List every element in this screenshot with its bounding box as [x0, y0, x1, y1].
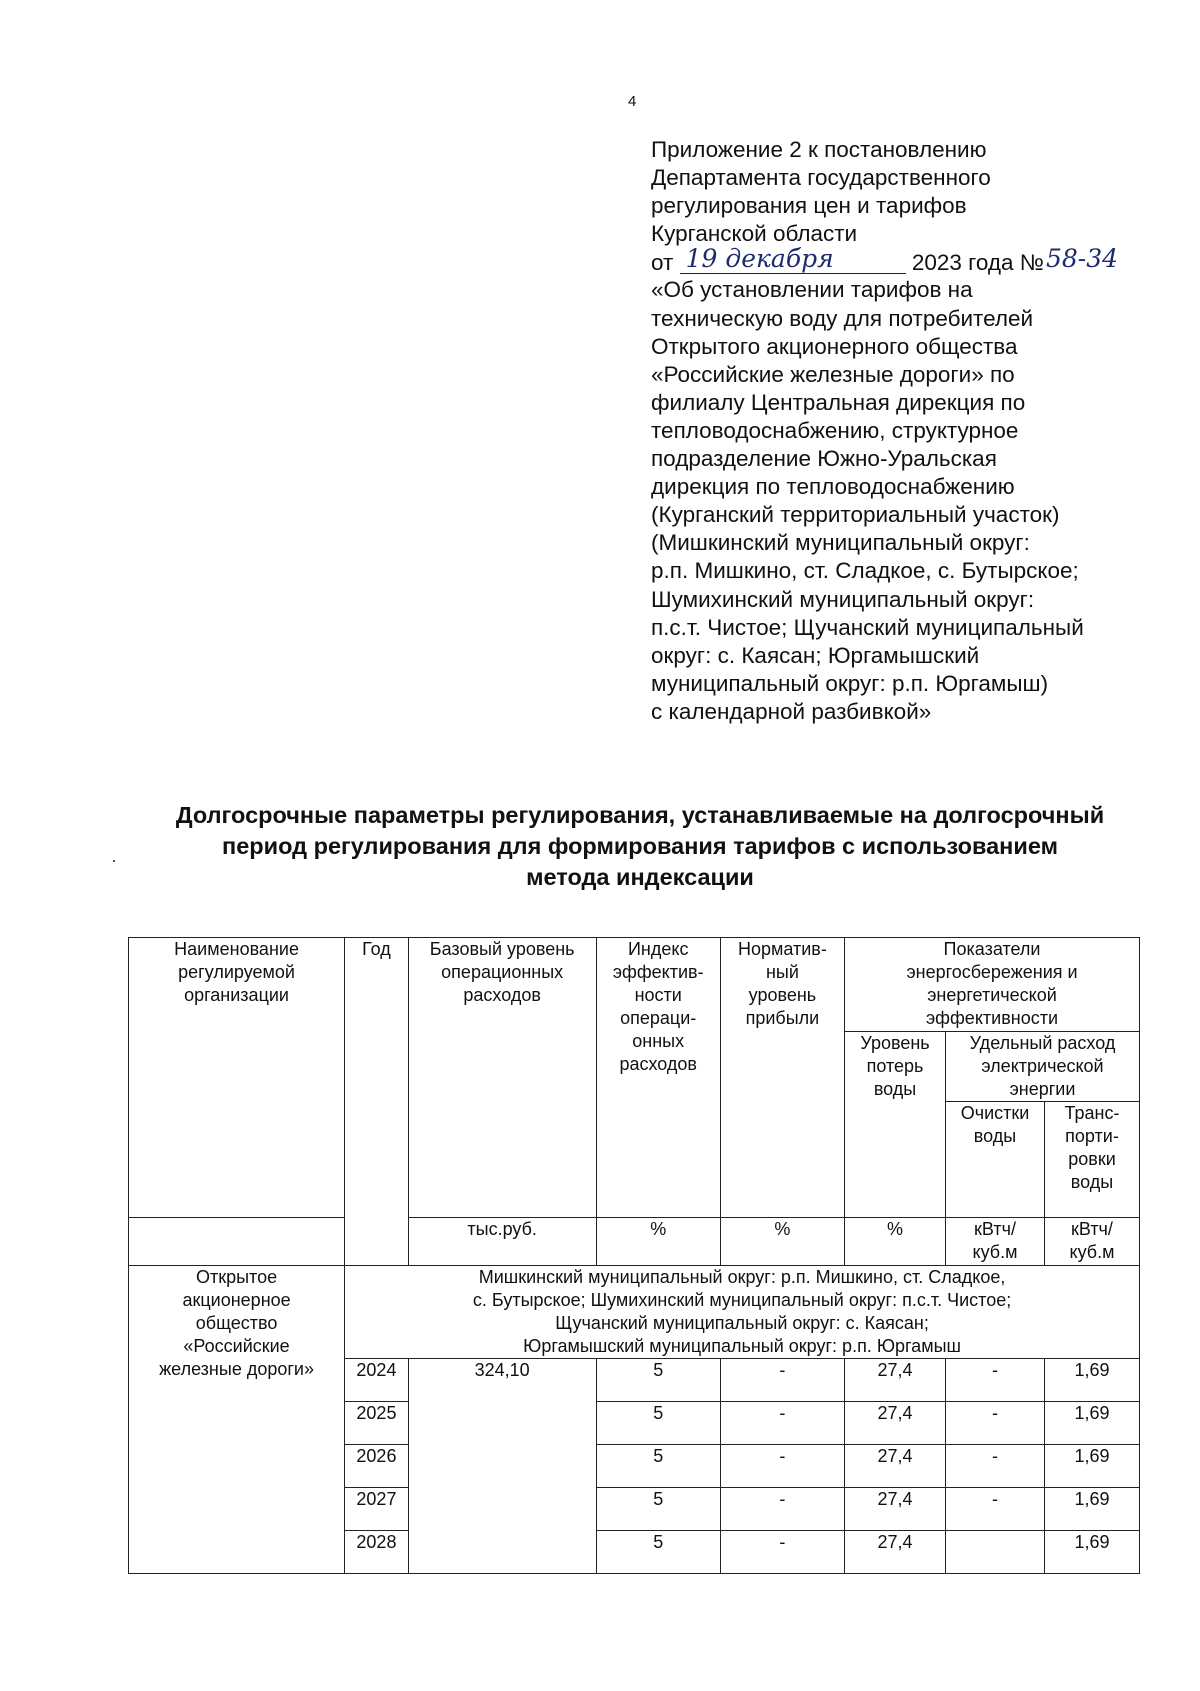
header-text: Очистки	[960, 1103, 1030, 1123]
header-text: энергетической	[927, 985, 1057, 1005]
header-text: расходов	[463, 985, 541, 1005]
unit-empty	[129, 1218, 345, 1266]
unit-index: %	[596, 1218, 720, 1266]
header-text: потерь	[866, 1056, 924, 1076]
cell-year: 2027	[345, 1488, 409, 1531]
territory-text: Мишкинский муниципальный округ: р.п. Мишкино, ст. Сладкое,	[478, 1267, 1006, 1287]
header-text: уровень	[748, 985, 817, 1005]
appendix-line: Приложение 2 к постановлению	[651, 137, 987, 162]
appendix-block	[651, 136, 1151, 726]
territory-cell	[345, 1266, 1140, 1359]
header-text: Индекс	[627, 939, 689, 959]
unit-losses: %	[845, 1218, 946, 1266]
handwritten-date: 19 декабря	[680, 245, 906, 274]
header-profit	[720, 938, 844, 1218]
appendix-date-line	[651, 244, 1151, 276]
appendix-title-line: Шумихинский муниципальный округ:	[651, 586, 1035, 612]
appendix-title-line: «Об установлении тарифов на	[651, 277, 973, 303]
territory-text: Щучанский муниципальный округ: с. Каясан;	[555, 1313, 929, 1333]
appendix-title-line: филиалу Центральная дирекция по	[651, 389, 1026, 415]
appendix-title-line: техническую воду для потребителей	[651, 305, 1034, 331]
org-text: общество	[195, 1313, 278, 1333]
title-line: метода индексации	[526, 864, 754, 890]
header-text: онных	[632, 1031, 685, 1051]
header-text: ровки	[1068, 1149, 1116, 1169]
header-text: Показатели	[943, 939, 1041, 959]
header-text: ный	[765, 962, 799, 982]
cell-losses: 27,4	[845, 1445, 946, 1488]
appendix-title-line: подразделение Южно-Уральская	[651, 446, 997, 472]
header-text: энергосбережения и	[906, 962, 1078, 982]
parameters-table	[128, 937, 1140, 1574]
cell-year: 2024	[345, 1359, 409, 1402]
territory-text: с. Бутырское; Шумихинский муниципальный округ: п.с.т. Чистое;	[472, 1290, 1012, 1310]
page-number: 4	[628, 93, 637, 110]
header-energy	[845, 938, 1140, 1032]
cell-losses: 27,4	[845, 1531, 946, 1574]
header-text: ности	[634, 985, 682, 1005]
header-text: прибыли	[745, 1008, 820, 1028]
appendix-title-line: Открытого акционерного общества	[651, 333, 1018, 359]
appendix-title-line: с календарной разбивкой»	[651, 698, 932, 724]
appendix-line: регулирования цен и тарифов	[651, 193, 967, 219]
appendix-title-line: муниципальный округ: р.п. Юргамыш)	[651, 670, 1049, 696]
header-text: операци-	[620, 1008, 697, 1028]
header-text: воды	[1070, 1172, 1114, 1192]
org-text: «Российские	[183, 1336, 290, 1356]
header-text: воды	[973, 1126, 1017, 1146]
appendix-line: Департамента государственного	[651, 165, 991, 191]
unit-transport	[1044, 1218, 1139, 1266]
cell-year: 2025	[345, 1402, 409, 1445]
cell-profit: -	[720, 1488, 844, 1531]
cell-year: 2028	[345, 1531, 409, 1574]
cell-losses: 27,4	[845, 1488, 946, 1531]
header-text: энергии	[1009, 1079, 1076, 1099]
date-prefix: от	[651, 250, 674, 276]
scan-dot	[113, 860, 115, 862]
appendix-title-line: р.п. Мишкино, ст. Сладкое, с. Бутырское;	[651, 558, 1079, 584]
appendix-title-line: «Российские железные дороги» по	[651, 361, 1015, 387]
cell-cleaning: -	[946, 1488, 1045, 1531]
document-title	[120, 800, 1160, 893]
header-text: Базовый уровень	[429, 939, 575, 959]
unit-base: тыс.руб.	[408, 1218, 596, 1266]
cell-profit: -	[720, 1359, 844, 1402]
cell-index: 5	[596, 1359, 720, 1402]
header-text: регулируемой	[178, 962, 295, 982]
cell-losses: 27,4	[845, 1402, 946, 1445]
handwritten-number: 58-34	[1045, 244, 1119, 274]
unit-cleaning	[946, 1218, 1045, 1266]
cell-base: 324,10	[408, 1359, 596, 1574]
header-text: организации	[184, 985, 289, 1005]
header-text: Удельный расход	[969, 1033, 1116, 1053]
appendix-title-line: (Мишкинский муниципальный округ:	[651, 530, 1030, 556]
header-text: электрической	[981, 1056, 1104, 1076]
header-text: Норматив-	[737, 939, 827, 959]
appendix-title-line: п.с.т. Чистое; Щучанский муниципальный	[651, 614, 1084, 640]
cell-cleaning: -	[946, 1359, 1045, 1402]
header-index	[596, 938, 720, 1218]
header-org	[129, 938, 345, 1218]
org-name	[129, 1266, 345, 1574]
appendix-line: Курганской области	[651, 221, 858, 247]
cell-transport: 1,69	[1044, 1531, 1139, 1574]
header-cleaning	[946, 1102, 1045, 1218]
header-text: эффектив-	[612, 962, 704, 982]
cell-profit: -	[720, 1402, 844, 1445]
header-text: порти-	[1065, 1126, 1119, 1146]
unit-text: кВтч/	[1071, 1219, 1113, 1239]
header-text: Транс-	[1064, 1103, 1120, 1123]
appendix-title-line: тепловодоснабжению, структурное	[651, 417, 1019, 443]
org-text: железные дороги»	[159, 1359, 314, 1379]
cell-profit: -	[720, 1531, 844, 1574]
cell-cleaning: -	[946, 1445, 1045, 1488]
title-line: Долгосрочные параметры регулирования, устанавливаемые на долгосрочный	[175, 802, 1105, 828]
header-specific	[946, 1032, 1140, 1102]
cell-transport: 1,69	[1044, 1402, 1139, 1445]
unit-text: куб.м	[972, 1242, 1018, 1262]
cell-profit: -	[720, 1445, 844, 1488]
cell-index: 5	[596, 1445, 720, 1488]
cell-index: 5	[596, 1531, 720, 1574]
cell-transport: 1,69	[1044, 1488, 1139, 1531]
header-text: операционных	[441, 962, 564, 982]
cell-year: 2026	[345, 1445, 409, 1488]
cell-cleaning	[946, 1531, 1045, 1574]
appendix-title-line: (Курганский территориальный участок)	[651, 502, 1060, 528]
unit-text: куб.м	[1069, 1242, 1115, 1262]
header-text: Наименование	[174, 939, 299, 959]
org-text: Открытое	[195, 1267, 278, 1287]
cell-transport: 1,69	[1044, 1445, 1139, 1488]
org-text: акционерное	[182, 1290, 291, 1310]
appendix-title-line: округ: с. Каясан; Юргамышский	[651, 642, 980, 668]
header-year: Год	[345, 938, 409, 1266]
header-text: воды	[873, 1079, 917, 1099]
header-text: Уровень	[860, 1033, 930, 1053]
units-row	[129, 1218, 1140, 1266]
cell-transport: 1,69	[1044, 1359, 1139, 1402]
year-text: 2023 года №	[911, 250, 1044, 276]
header-losses	[845, 1032, 946, 1218]
appendix-title-line: дирекция по тепловодоснабжению	[651, 474, 1015, 500]
cell-losses: 27,4	[845, 1359, 946, 1402]
cell-index: 5	[596, 1488, 720, 1531]
header-row	[129, 938, 1140, 1032]
title-line: период регулирования для формирования тарифов с использованием	[222, 833, 1058, 859]
cell-cleaning: -	[946, 1402, 1045, 1445]
unit-profit: %	[720, 1218, 844, 1266]
header-base	[408, 938, 596, 1218]
cell-index: 5	[596, 1402, 720, 1445]
header-transport	[1044, 1102, 1139, 1218]
header-text: расходов	[619, 1054, 697, 1074]
territory-text: Юргамышский муниципальный округ: р.п. Юргамыш	[523, 1336, 961, 1356]
unit-text: кВтч/	[974, 1219, 1016, 1239]
territory-row	[129, 1266, 1140, 1359]
header-text: эффективности	[926, 1008, 1059, 1028]
